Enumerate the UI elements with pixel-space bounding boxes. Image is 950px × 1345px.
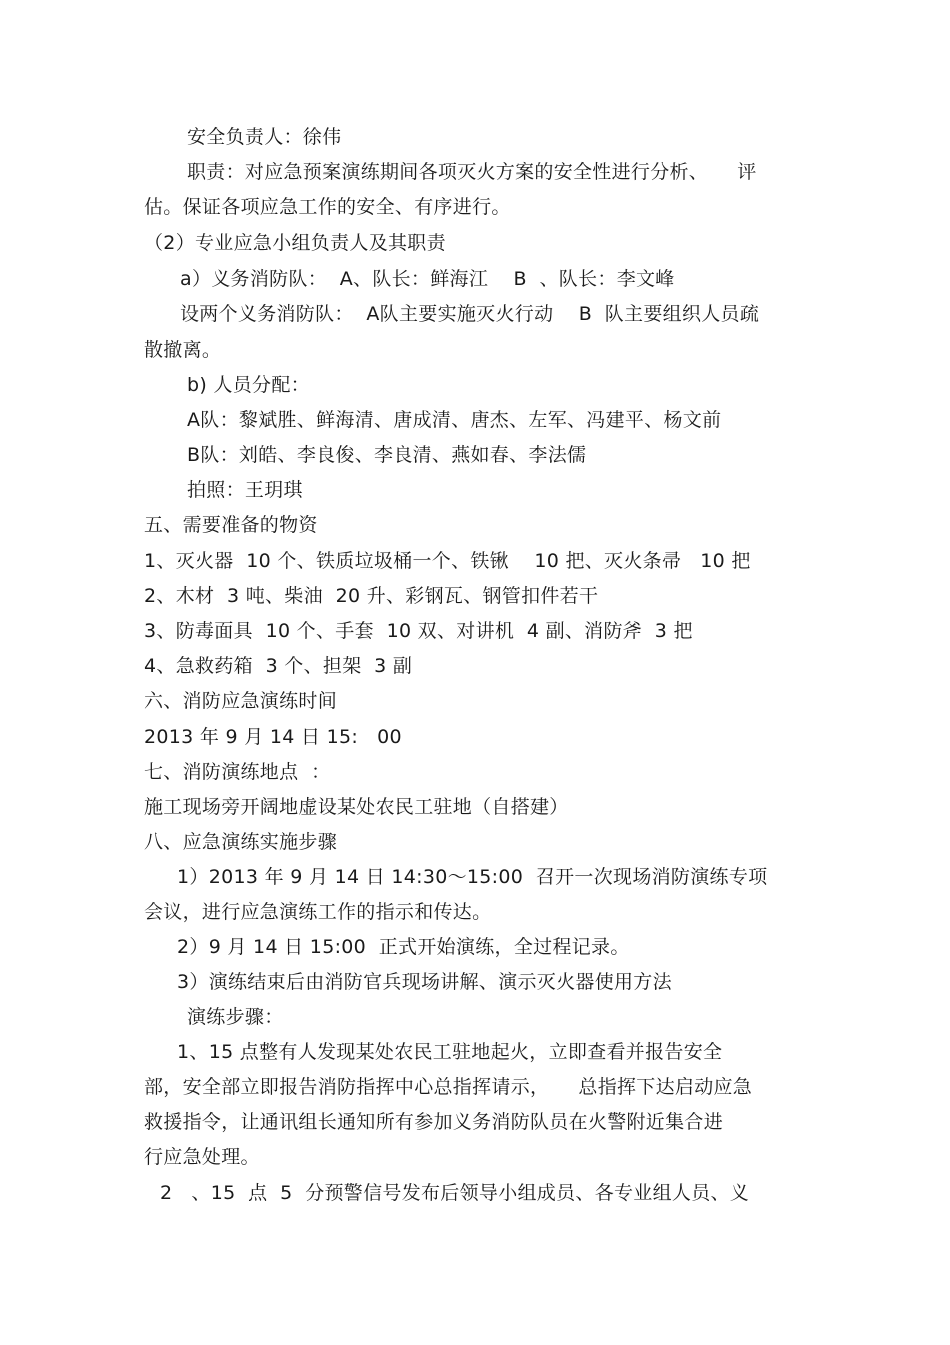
text-line: 行应急处理。 [144, 1146, 260, 1168]
text-line: 拍照：王玥琪 [187, 479, 303, 501]
text-line: a）义务消防队： A、队长：鲜海江 B 、队长：李文峰 [180, 268, 675, 290]
text-line: 职责：对应急预案演练期间各项灭火方案的安全性进行分析、 评 [187, 161, 757, 183]
text-line: 1）2013 年 9 月 14 日 14:30～15:00 召开一次现场消防演练专项 [177, 866, 768, 888]
text-line: b) 人员分配： [187, 374, 310, 396]
text-line: 4、急救药箱 3 个、担架 3 副 [144, 655, 413, 677]
text-line: 施工现场旁开阔地虚设某处农民工驻地（自搭建） [144, 796, 569, 818]
text-line: 救援指令，让通讯组长通知所有参加义务消防队员在火警附近集合进 [144, 1111, 724, 1133]
text-line: 2）9 月 14 日 15:00 正式开始演练，全过程记录。 [177, 936, 630, 958]
text-line: 会议，进行应急演练工作的指示和传达。 [144, 901, 492, 923]
section-heading: 七、消防演练地点 ： [144, 761, 331, 783]
text-line: 2、木材 3 吨、柴油 20 升、彩钢瓦、钢管扣件若干 [144, 585, 599, 607]
text-line: 设两个义务消防队： A队主要实施灭火行动 B 队主要组织人员疏 [180, 303, 760, 325]
text-line: A队：黎斌胜、鲜海清、唐成清、唐杰、左军、冯建平、杨文前 [187, 409, 722, 431]
text-line: 3）演练结束后由消防官兵现场讲解、演示灭火器使用方法 [177, 971, 672, 993]
text-line: 2013 年 9 月 14 日 15: 00 [144, 726, 402, 748]
text-line: 估。保证各项应急工作的安全、有序进行。 [144, 196, 511, 218]
text-line: B队：刘皓、李良俊、李良清、燕如春、李法儒 [187, 444, 587, 466]
section-heading: 五、需要准备的物资 [144, 514, 318, 536]
text-line: 部，安全部立即报告消防指挥中心总指挥请示， 总指挥下达启动应急 [144, 1076, 753, 1098]
text-line: 1、灭火器 10 个、铁质垃圾桶一个、铁锹 10 把、灭火条帚 10 把 [144, 550, 751, 572]
text-line: 1、15 点整有人发现某处农民工驻地起火，立即查看并报告安全 [177, 1041, 723, 1063]
section-heading: 八、应急演练实施步骤 [144, 831, 338, 853]
text-line: （2）专业应急小组负责人及其职责 [144, 232, 446, 254]
text-line: 2 、15 点 5 分预警信号发布后领导小组成员、各专业组人员、义 [160, 1182, 750, 1204]
text-line: 安全负责人：徐伟 [187, 126, 342, 148]
section-heading: 六、消防应急演练时间 [144, 690, 338, 712]
text-line: 散撤离。 [144, 339, 222, 361]
text-line: 3、防毒面具 10 个、手套 10 双、对讲机 4 副、消防斧 3 把 [144, 620, 693, 642]
text-line: 演练步骤： [187, 1006, 284, 1028]
